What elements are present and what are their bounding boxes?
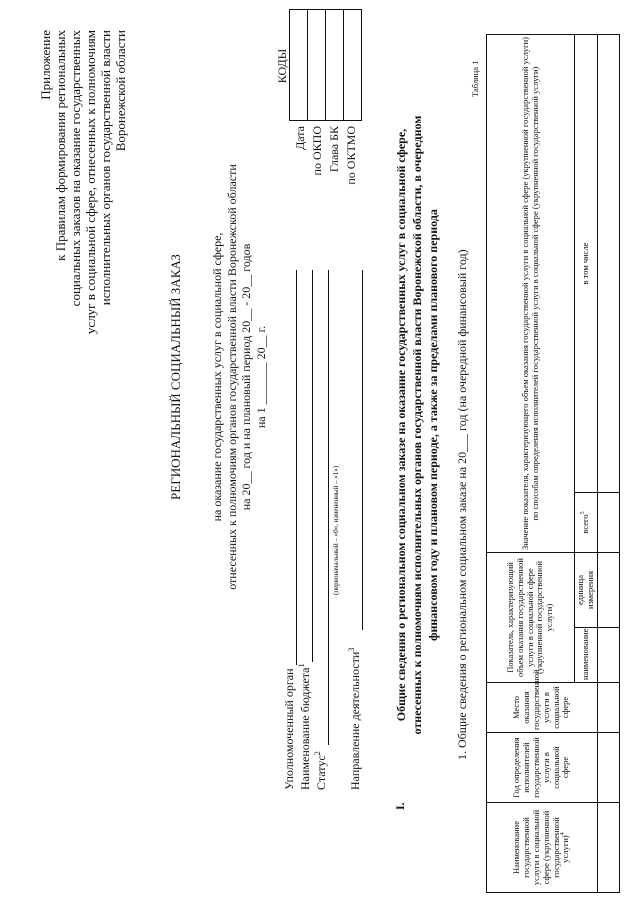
codes-label-bk: Глава БК xyxy=(327,126,341,173)
section-heading-line: Общие сведения о региональном социальном заказе на оказание государственных услуг в социальной сфере, xyxy=(394,128,408,722)
table-subheader-total: всего$^5$ xyxy=(575,493,598,553)
field-budget-label: Наименование бюджета$^1$ xyxy=(297,663,312,790)
table-cell-empty xyxy=(597,35,619,493)
codes-labels xyxy=(292,126,360,185)
field-direction-line xyxy=(362,270,363,630)
codes-label-date: Дата xyxy=(293,126,307,150)
codes-cell-bk xyxy=(326,10,344,121)
order-line: на 1 _______ 20__ г. xyxy=(253,325,268,429)
field-status-label: Статус$^2$ xyxy=(313,751,328,790)
order-line: на 20__ год и на плановый период 20__ - 20__ годов xyxy=(239,243,253,511)
table-cell-empty xyxy=(597,733,619,803)
table-header-service-name: Наименование государственной услуги в социальной сфере (укрупненной государственной услуги)$^4$ xyxy=(487,803,598,893)
order-line: на оказание государственных услуг в социальной сфере, xyxy=(210,232,224,522)
field-budget-line xyxy=(312,270,313,662)
table-subheader-unit: единица измерения xyxy=(575,553,598,628)
appendix-title: Приложение xyxy=(38,30,53,100)
codes-cell-date xyxy=(290,10,308,121)
appendix-line: исполнительных органов государственной власти xyxy=(98,30,113,306)
field-status-note: (первоначальный – «0», измененный – «1») xyxy=(332,465,340,595)
appendix-block xyxy=(38,30,128,334)
section-subheading: 1. Общие сведения о региональном социальном заказе на 20___ год (на очередной финансовый год) xyxy=(455,249,469,760)
table-cell-empty xyxy=(597,553,619,628)
section-heading xyxy=(393,65,441,785)
social-order-table xyxy=(486,34,620,893)
field-direction-label: Направление деятельности$^3$ xyxy=(347,647,362,790)
codes-label-oktmo: по ОКТМО xyxy=(344,126,358,185)
table-cell-empty xyxy=(597,803,619,893)
field-authority-line xyxy=(296,270,297,665)
table-header-value: Значение показателя, характеризующего объем оказания государственной услуги в социальной сфере (укрупненной государственной услуги) по способам определения исполнителей государственной услуги в социальной сфере (укрупненной государственной услуги) xyxy=(487,35,575,553)
table-subheader-including: в том числе xyxy=(575,35,598,493)
order-title: РЕГИОНАЛЬНЫЙ СОЦИАЛЬНЫЙ ЗАКАЗ xyxy=(168,254,183,500)
section-heading-line: отнесенных к полномочиям исполнительных органов государственной власти Воронежской области, в очередном xyxy=(410,115,424,735)
appendix-line: Воронежской области xyxy=(113,30,128,152)
order-subtitle xyxy=(210,117,268,637)
appendix-line: к Правилам формирования региональных xyxy=(53,30,68,261)
codes-cell-okpo xyxy=(308,10,326,121)
section-number: I. xyxy=(393,802,407,810)
codes-cell-oktmo xyxy=(344,10,362,121)
table-header-indicator: Показатель, характеризующий объем оказания государственной услуги в социальной сфере (укрупненной государственной услуги) xyxy=(487,553,575,683)
table-label: Таблица 1 xyxy=(470,60,480,97)
codes-table xyxy=(289,9,362,121)
codes-header: КОДЫ xyxy=(275,48,289,84)
field-status-line xyxy=(328,270,329,745)
table-header-year: Год определения исполнителей государственной услуги в социальной сфере xyxy=(487,733,598,803)
table-cell-empty xyxy=(597,683,619,733)
table-header-place: Место оказания государственной услуги в социальной сфере xyxy=(487,683,598,733)
appendix-line: услуг в социальной сфере, отнесенных к полномочиям xyxy=(83,30,98,335)
section-heading-line: финансовом году и плановом периоде, а также за пределами планового периода xyxy=(426,209,440,641)
field-authority-label: Уполномоченный орган xyxy=(282,668,296,790)
table-cell-empty xyxy=(597,628,619,683)
order-line: отнесенных к полномочиям органов государственной власти Воронежской области xyxy=(224,164,239,590)
codes-label-okpo: по ОКПО xyxy=(310,126,324,176)
appendix-line: социальных заказов на оказание государственных xyxy=(68,30,83,307)
table-cell-empty xyxy=(597,493,619,553)
table-subheader-name: наименование xyxy=(575,628,598,683)
